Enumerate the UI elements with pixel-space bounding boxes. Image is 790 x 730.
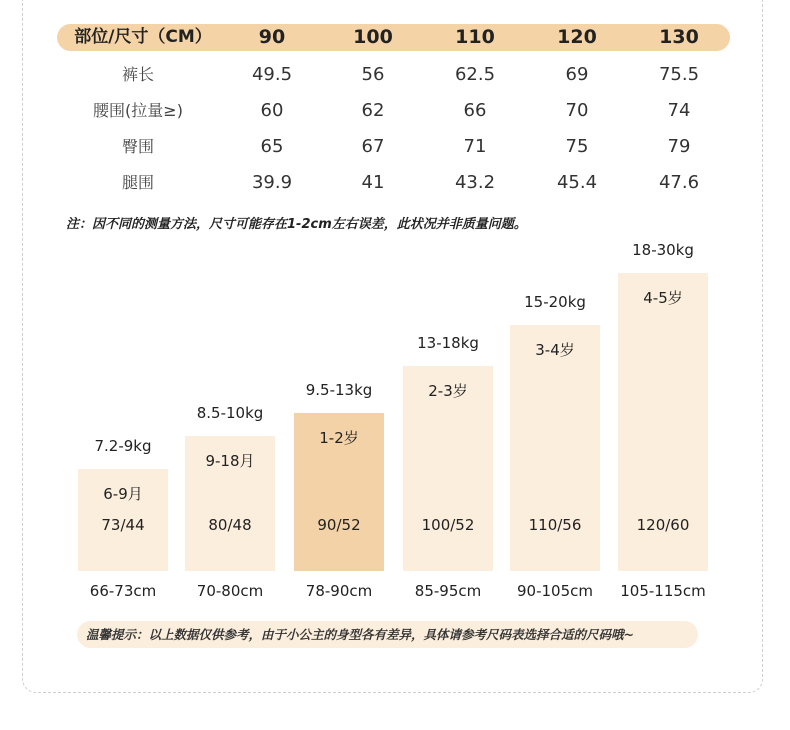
header-cell-120: 120 <box>557 26 597 48</box>
weight-label: 15-20kg <box>524 293 586 311</box>
tip-text: 温馨提示：以上数据仅供参考，由于小公主的身型各有差异，具体请参考尺码表选择合适的尺码哦~ <box>86 627 634 642</box>
weight-label: 9.5-13kg <box>305 381 373 399</box>
weight-label: 13-18kg <box>417 334 479 352</box>
size-label: 90/52 <box>317 516 361 534</box>
row-label: 腰围(拉量≥) <box>93 101 183 120</box>
table-row-pants-length <box>0 60 790 90</box>
table-cell: 41 <box>361 172 385 193</box>
table-cell: 47.6 <box>658 172 700 193</box>
height-label: 78-90cm <box>305 582 373 600</box>
header-cell-100: 100 <box>353 26 393 48</box>
age-label: 1-2岁 <box>319 429 359 447</box>
row-label: 裤长 <box>121 65 155 84</box>
table-cell: 71 <box>463 136 487 157</box>
table-cell: 69 <box>565 64 589 85</box>
table-row-waist <box>0 96 790 126</box>
table-cell: 75.5 <box>658 64 700 85</box>
weight-label: 8.5-10kg <box>196 404 264 422</box>
height-label: 66-73cm <box>89 582 157 600</box>
table-cell: 39.9 <box>251 172 293 193</box>
weight-label: 7.2-9kg <box>94 437 152 455</box>
age-label: 9-18月 <box>205 452 255 470</box>
header-cell-part: 部位/尺寸（CM） <box>74 27 212 47</box>
size-table-header <box>57 24 730 51</box>
size-label: 120/60 <box>636 516 690 534</box>
table-cell: 60 <box>260 100 284 121</box>
table-row-hip <box>0 132 790 162</box>
header-cell-110: 110 <box>455 26 495 48</box>
table-cell: 62 <box>361 100 385 121</box>
table-cell: 74 <box>667 100 691 121</box>
table-cell: 62.5 <box>454 64 496 85</box>
table-cell: 45.4 <box>556 172 598 193</box>
table-cell: 70 <box>565 100 589 121</box>
height-label: 90-105cm <box>517 582 593 600</box>
table-cell: 75 <box>565 136 589 157</box>
weight-label: 18-30kg <box>632 241 694 259</box>
table-cell: 43.2 <box>454 172 496 193</box>
height-label: 70-80cm <box>196 582 264 600</box>
header-cell-130: 130 <box>659 26 699 48</box>
header-cell-90: 90 <box>258 26 286 48</box>
measurement-note: 注：因不同的测量方法，尺寸可能存在1-2cm左右误差，此状况并非质量问题。 <box>66 217 527 232</box>
size-label: 73/44 <box>101 516 145 534</box>
age-label: 4-5岁 <box>643 289 683 307</box>
age-label: 2-3岁 <box>428 382 468 400</box>
height-label: 105-115cm <box>620 582 706 600</box>
table-cell: 79 <box>667 136 691 157</box>
row-label: 腿围 <box>121 173 155 192</box>
age-label: 6-9月 <box>103 485 143 503</box>
size-label: 100/52 <box>421 516 475 534</box>
row-label: 臀围 <box>121 137 155 156</box>
size-label: 80/48 <box>208 516 252 534</box>
age-label: 3-4岁 <box>535 341 575 359</box>
table-cell: 65 <box>260 136 284 157</box>
table-cell: 66 <box>463 100 487 121</box>
size-label: 110/56 <box>528 516 582 534</box>
table-cell: 56 <box>361 64 385 85</box>
size-bar <box>510 325 600 571</box>
height-label: 85-95cm <box>414 582 482 600</box>
table-cell: 67 <box>361 136 385 157</box>
tip-banner <box>77 621 698 648</box>
table-row-thigh <box>0 168 790 198</box>
table-cell: 49.5 <box>251 64 293 85</box>
